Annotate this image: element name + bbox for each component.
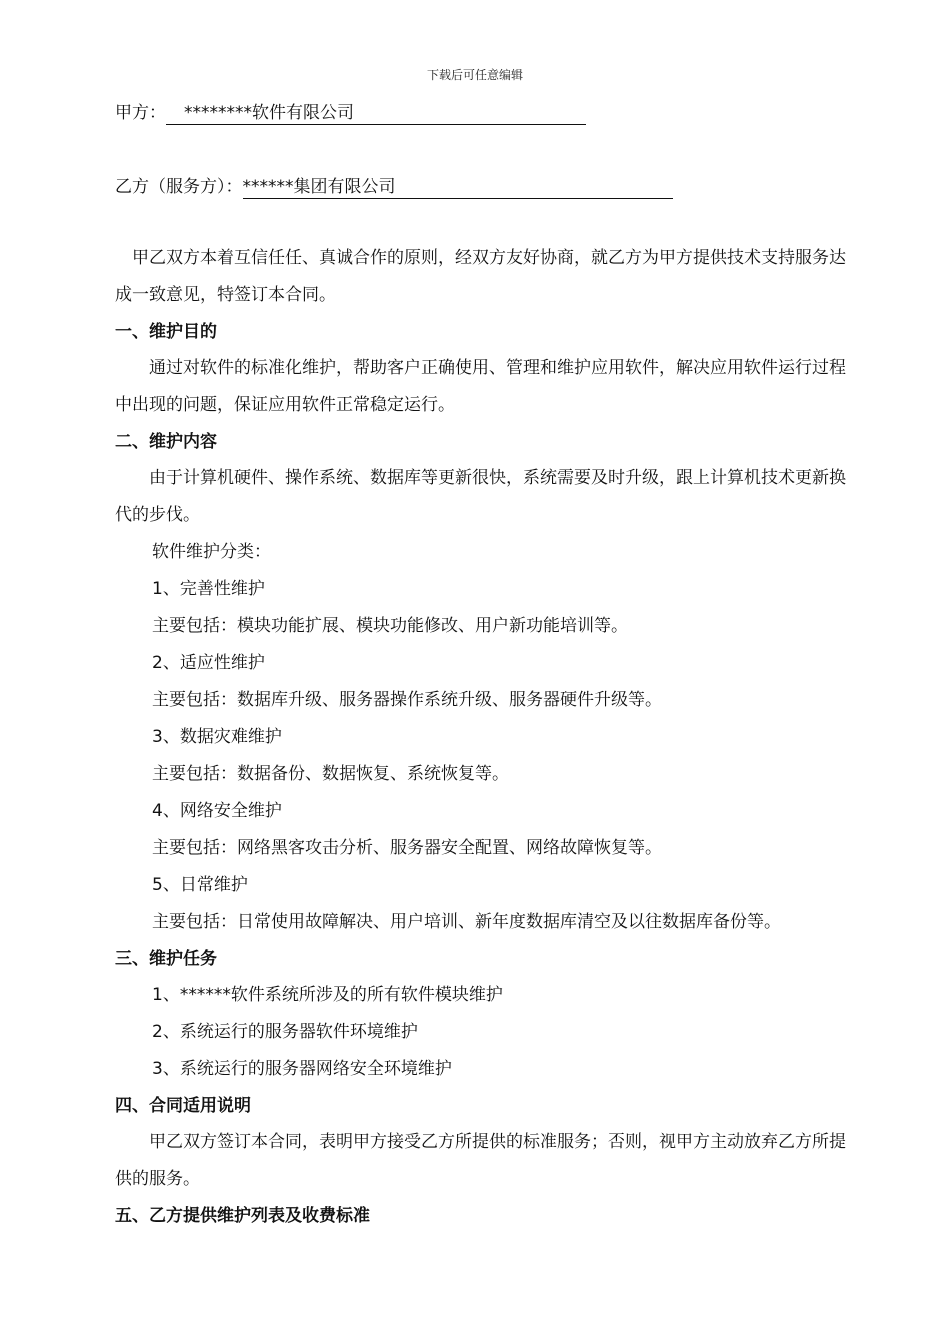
category-item-desc: 主要包括：数据库升级、服务器操作系统升级、服务器硬件升级等。: [152, 690, 662, 710]
party-a-line: [115, 98, 586, 125]
party-b-label: 乙方（服务方）：: [115, 177, 243, 197]
party-a-label: 甲方：: [115, 103, 166, 123]
section-4-title: 四、合同适用说明: [115, 1096, 251, 1116]
category-item-name: 1、完善性维护: [152, 579, 265, 599]
section-1-title: 一、维护目的: [115, 322, 217, 342]
section-2-text: 由于计算机硬件、操作系统、数据库等更新很快，系统需要及时升级，跟上计算机技术更新换代的步伐。: [115, 468, 846, 525]
section-2-title: 二、维护内容: [115, 432, 217, 452]
contract-body: [115, 240, 860, 1234]
category-item-name: 5、日常维护: [152, 875, 248, 895]
intro-paragraph: 甲乙双方本着互信任任、真诚合作的原则，经双方友好协商，就乙方为甲方提供技术支持服务达成一致意见，特签订本合同。: [115, 248, 846, 305]
page-header-note: 下载后可任意编辑: [426, 68, 523, 82]
section-4-text: 甲乙双方签订本合同，表明甲方接受乙方所提供的标准服务；否则，视甲方主动放弃乙方所提供的服务。: [115, 1132, 846, 1189]
section-3-title: 三、维护任务: [115, 949, 217, 969]
party-b-name: ******集团有限公司: [243, 172, 673, 199]
category-item-desc: 主要包括：模块功能扩展、模块功能修改、用户新功能培训等。: [152, 616, 628, 636]
category-item-desc: 主要包括：网络黑客攻击分析、服务器安全配置、网络故障恢复等。: [152, 838, 662, 858]
task-item: 3、系统运行的服务器网络安全环境维护: [152, 1059, 452, 1079]
party-a-name: ********软件有限公司: [166, 98, 586, 125]
category-label: 软件维护分类：: [152, 542, 271, 562]
party-b-line: [115, 172, 673, 199]
task-item: 2、系统运行的服务器软件环境维护: [152, 1022, 418, 1042]
task-item: 1、******软件系统所涉及的所有软件模块维护: [152, 985, 503, 1005]
category-item-desc: 主要包括：日常使用故障解决、用户培训、新年度数据库清空及以往数据库备份等。: [152, 912, 781, 932]
section-1-text: 通过对软件的标准化维护，帮助客户正确使用、管理和维护应用软件，解决应用软件运行过程中出现的问题，保证应用软件正常稳定运行。: [115, 358, 846, 415]
category-item-name: 2、适应性维护: [152, 653, 265, 673]
category-item-name: 3、数据灾难维护: [152, 727, 282, 747]
category-item-name: 4、网络安全维护: [152, 801, 282, 821]
category-item-desc: 主要包括：数据备份、数据恢复、系统恢复等。: [152, 764, 509, 784]
section-5-title: 五、乙方提供维护列表及收费标准: [115, 1206, 370, 1226]
